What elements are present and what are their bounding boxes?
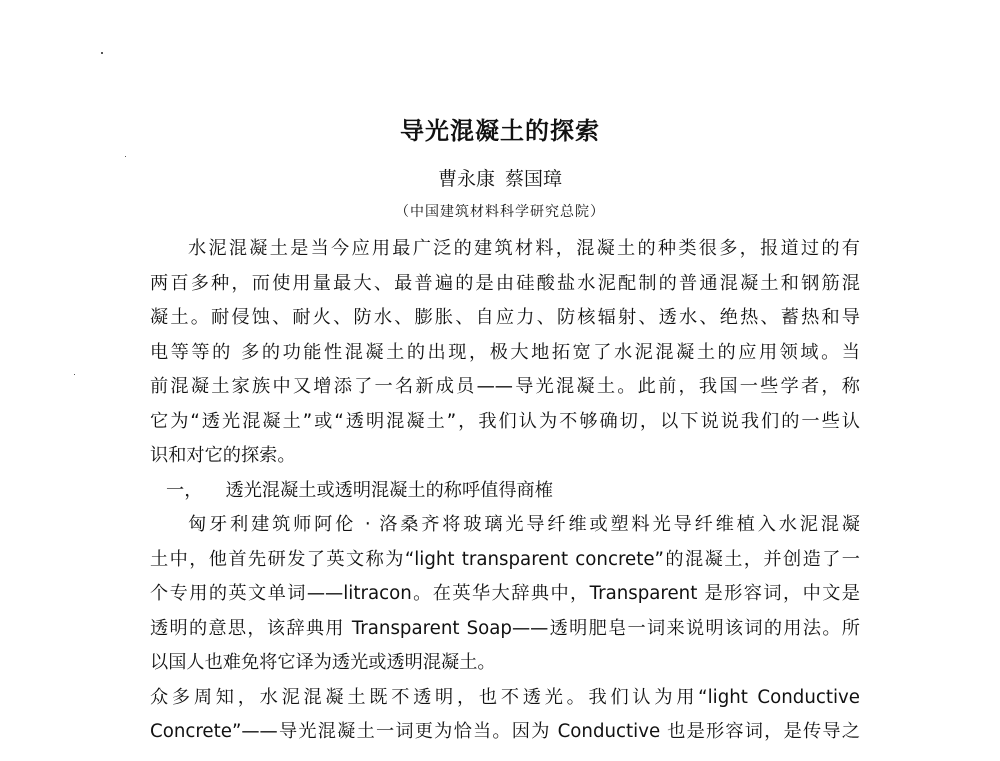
- body-line: 匈牙利建筑师阿伦 · 洛桑齐将玻璃光导纤维或塑料光导纤维植入水泥混凝: [188, 514, 860, 535]
- section-heading: 一， 透光混凝土或透明混凝土的称呼值得商榷: [166, 479, 553, 501]
- body-line: 电等等的 多的功能性混凝土的出现，极大地拓宽了水泥混凝土的应用领域。当: [150, 341, 860, 363]
- body-line: 个专用的英文单词——litracon。在英华大辞典中，Transparent 是形容词，中文是: [150, 583, 860, 604]
- body-line: 土中，他首先研发了英文称为“light transparent concrete”的混凝土，并创造了一: [150, 548, 860, 570]
- body-line: 识和对它的探索。: [150, 445, 296, 466]
- body-line: Concrete”——导光混凝土一词更为恰当。因为 Conductive 也是形容词，是传导之: [150, 721, 860, 742]
- scan-speck: [74, 374, 75, 375]
- body-line: 前混凝土家族中又增添了一名新成员——导光混凝土。此前，我国一些学者，称: [150, 376, 860, 397]
- scan-speck: [125, 156, 126, 157]
- document-body: [150, 232, 860, 750]
- body-line: 水泥混凝土是当今应用最广泛的建筑材料，混凝土的种类很多，报道过的有: [188, 238, 860, 259]
- body-line: 它为“透光混凝土”或“透明混凝土”，我们认为不够确切，以下说说我们的一些认: [150, 410, 860, 432]
- body-line: 凝土。耐侵蚀、耐火、防水、膨胀、自应力、防核辐射、透水、绝热、蓄热和导: [150, 307, 860, 328]
- body-line: 两百多种，而使用量最大、最普遍的是由硅酸盐水泥配制的普通混凝土和钢筋混: [150, 272, 860, 294]
- body-line: 透明的意思，该辞典用 Transparent Soap——透明肥皂一词来说明该词的用法。所: [150, 617, 860, 639]
- document-authors: 曹永康 蔡国璋: [437, 168, 563, 190]
- scan-speck: [101, 52, 103, 54]
- body-line: 以国人也难免将它译为透光或透明混凝土。: [150, 652, 496, 673]
- body-line: 众多周知，水泥混凝土既不透明，也不透光。我们认为用“light Conductive: [150, 686, 860, 708]
- document-affiliation: （中国建筑材料科学研究总院）: [395, 204, 605, 220]
- document-title: 导光混凝土的探索: [400, 117, 600, 145]
